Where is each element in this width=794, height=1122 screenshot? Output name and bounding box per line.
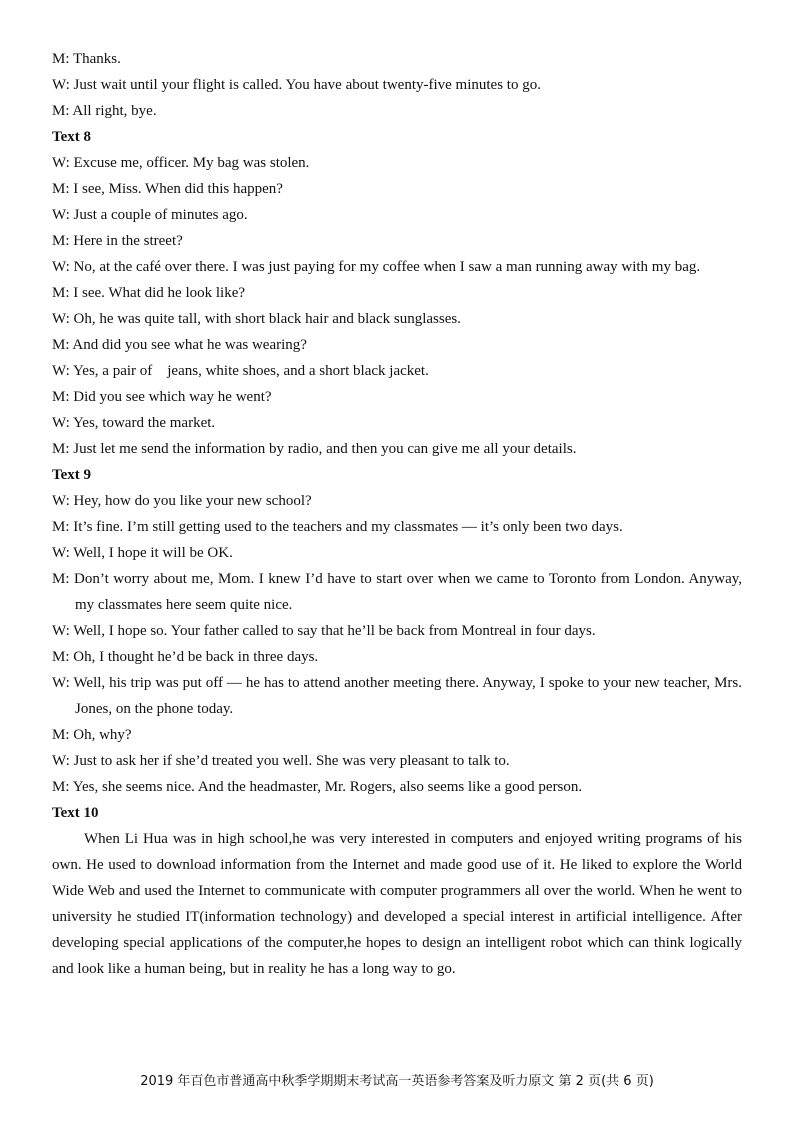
passage-paragraph: When Li Hua was in high school,he was very interested in computers and enjoyed writing programs of his own. He used to download information from the Internet and made good use of it. He liked to explore the World Wide Web and used the Internet to communicate with computer programmers all over the world. When he went to university he studied IT(information technology) and developed a special interest in artificial intelligence. After developing special applications of the computer,he hopes to design an intelligent robot which can think logically and look like a human being, but in reality he has a long way to go. xyxy=(52,831,742,977)
dialogue-line: M: Oh, I thought he’d be back in three days. xyxy=(52,649,319,665)
dialogue-line: W: Hey, how do you like your new school? xyxy=(52,493,312,509)
section-heading-text-10: Text 10 xyxy=(52,805,99,821)
dialogue-line: W: No, at the café over there. I was just paying for my coffee when I saw a man running away with my bag. xyxy=(52,259,701,275)
dialogue-line: W: Well, I hope it will be OK. xyxy=(52,545,233,561)
section-heading-text-9: Text 9 xyxy=(52,467,92,483)
dialogue-line: M: Oh, why? xyxy=(52,727,132,743)
page-footer: 2019 年百色市普通高中秋季学期期末考试高一英语参考答案及听力原文 第 2 页(共 6 页) xyxy=(140,1074,654,1089)
dialogue-line: M: I see. What did he look like? xyxy=(52,285,246,301)
dialogue-line: M: Did you see which way he went? xyxy=(52,389,272,405)
dialogue-line: M: Here in the street? xyxy=(52,233,183,249)
dialogue-line: W: Oh, he was quite tall, with short black hair and black sunglasses. xyxy=(52,311,461,327)
section-heading-text-8: Text 8 xyxy=(52,129,92,145)
dialogue-line: M: Don’t worry about me, Mom. I knew I’d have to start over when we came to Toronto from London. Anyway, my classmates here seem quite nice. xyxy=(52,571,742,613)
dialogue-line: W: Yes, a pair of jeans, white shoes, and a short black jacket. xyxy=(52,363,429,379)
dialogue-line: M: Yes, she seems nice. And the headmaster, Mr. Rogers, also seems like a good person. xyxy=(52,779,583,795)
dialogue-line: M: Thanks. xyxy=(52,51,121,67)
dialogue-line: W: Yes, toward the market. xyxy=(52,415,216,431)
dialogue-line: W: Just a couple of minutes ago. xyxy=(52,207,248,223)
dialogue-line: W: Well, his trip was put off — he has to attend another meeting there. Anyway, I spoke to your new teacher, Mrs. Jones, on the phone today. xyxy=(52,675,742,717)
dialogue-line: M: I see, Miss. When did this happen? xyxy=(52,181,283,197)
dialogue-line: W: Well, I hope so. Your father called to say that he’ll be back from Montreal in four days. xyxy=(52,623,596,639)
dialogue-line: W: Just to ask her if she’d treated you well. She was very pleasant to talk to. xyxy=(52,753,510,769)
dialogue-line: W: Excuse me, officer. My bag was stolen. xyxy=(52,155,310,171)
dialogue-line: M: And did you see what he was wearing? xyxy=(52,337,307,353)
dialogue-line: M: It’s fine. I’m still getting used to the teachers and my classmates — it’s only been two days. xyxy=(52,519,623,535)
dialogue-line: W: Just wait until your flight is called. You have about twenty-five minutes to go. xyxy=(52,77,541,93)
dialogue-line: M: Just let me send the information by radio, and then you can give me all your details. xyxy=(52,441,577,457)
document-body xyxy=(52,46,742,982)
dialogue-line: M: All right, bye. xyxy=(52,103,157,119)
